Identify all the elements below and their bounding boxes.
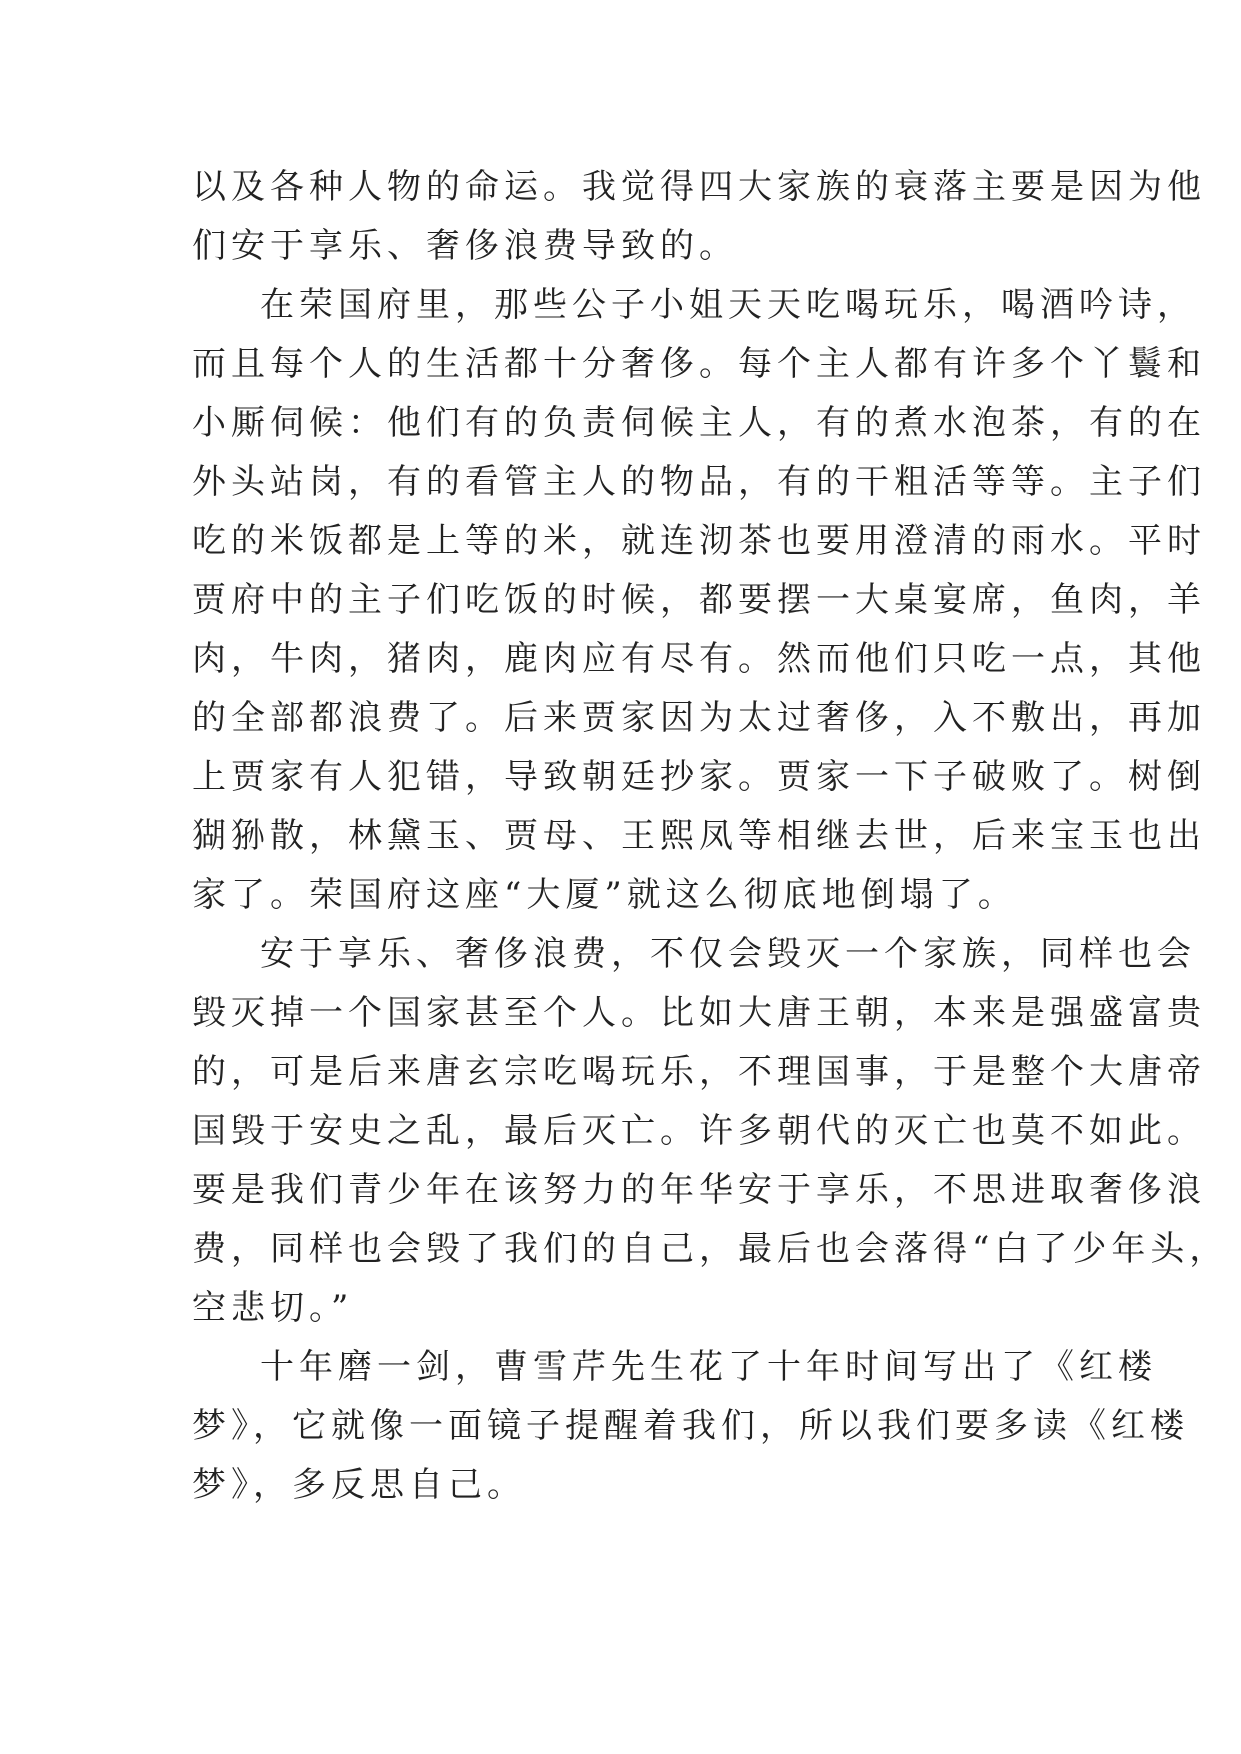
text-line: 要是我们青少年在该努力的年华安于享乐，不思进取奢侈浪	[192, 1170, 1206, 1210]
text-line: 毁灭掉一个国家甚至个人。比如大唐王朝，本来是强盛富贵	[192, 993, 1206, 1033]
text-line: 吃的米饭都是上等的米，就连沏茶也要用澄清的雨水。平时	[192, 521, 1206, 561]
text-line: 而且每个人的生活都十分奢侈。每个主人都有许多个丫鬟和	[192, 344, 1206, 384]
paragraph-2	[192, 276, 1206, 925]
text-line: 梦》，多反思自己。	[192, 1465, 526, 1505]
text-line: 在荣国府里，那些公子小姐天天吃喝玩乐，喝酒吟诗，	[260, 285, 1196, 325]
text-line: 国毁于安史之乱，最后灭亡。许多朝代的灭亡也莫不如此。	[192, 1111, 1206, 1151]
text-line: 十年磨一剑，曹雪芹先生花了十年时间写出了《红楼	[260, 1347, 1157, 1387]
text-line: 们安于享乐、奢侈浪费导致的。	[192, 226, 738, 266]
text-line: 猢狲散，林黛玉、贾母、王熙凤等相继去世，后来宝玉也出	[192, 816, 1206, 856]
text-line: 费，同样也会毁了我们的自己，最后也会落得“白了少年头，	[192, 1229, 1229, 1269]
text-line: 的全部都浪费了。后来贾家因为太过奢侈，入不敷出，再加	[192, 698, 1206, 738]
paragraph-3	[192, 925, 1229, 1338]
text-line: 安于享乐、奢侈浪费，不仅会毁灭一个家族，同样也会	[260, 934, 1196, 974]
text-line: 梦》，它就像一面镜子提醒着我们，所以我们要多读《红楼	[192, 1406, 1189, 1446]
text-line: 贾府中的主子们吃饭的时候，都要摆一大桌宴席，鱼肉，羊	[192, 580, 1206, 620]
paragraph-1	[192, 158, 1206, 276]
text-line: 以及各种人物的命运。我觉得四大家族的衰落主要是因为他	[192, 167, 1206, 207]
text-line: 家了。荣国府这座“大厦”就这么彻底地倒塌了。	[192, 875, 1017, 915]
text-line: 的，可是后来唐玄宗吃喝玩乐，不理国事，于是整个大唐帝	[192, 1052, 1206, 1092]
text-line: 小厮伺候：他们有的负责伺候主人，有的煮水泡茶，有的在	[192, 403, 1206, 443]
body-text	[192, 158, 1229, 1515]
text-line: 肉，牛肉，猪肉，鹿肉应有尽有。然而他们只吃一点，其他	[192, 639, 1206, 679]
text-line: 空悲切。”	[192, 1288, 354, 1328]
paragraph-4	[192, 1338, 1189, 1515]
text-line: 上贾家有人犯错，导致朝廷抄家。贾家一下子破败了。树倒	[192, 757, 1206, 797]
text-line: 外头站岗，有的看管主人的物品，有的干粗活等等。主子们	[192, 462, 1206, 502]
